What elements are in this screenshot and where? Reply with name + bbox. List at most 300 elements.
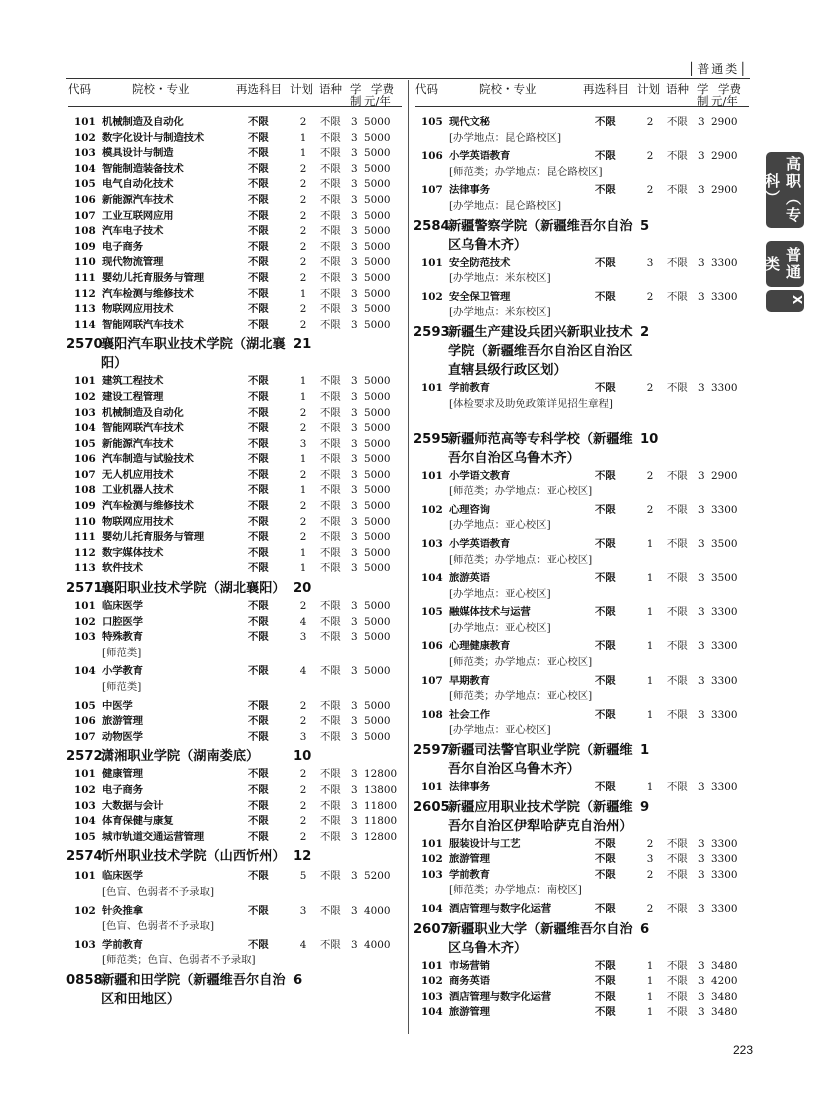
side-tab-x: X bbox=[766, 290, 804, 312]
school-plan-total: 10 bbox=[640, 431, 659, 447]
major-code: 103 bbox=[74, 147, 96, 160]
header-lang: 语种 bbox=[666, 82, 689, 96]
tuition-fee: 5000 bbox=[364, 468, 391, 481]
school-plan-total: 6 bbox=[293, 972, 303, 988]
tuition-fee: 5000 bbox=[364, 303, 391, 316]
tuition-fee: 5000 bbox=[364, 562, 391, 575]
subject-requirement: 不限 bbox=[595, 537, 616, 550]
language: 不限 bbox=[667, 990, 688, 1003]
school-heading bbox=[415, 920, 749, 958]
tuition-fee: 3300 bbox=[711, 256, 738, 269]
major-name: 数字化设计与制造技术 bbox=[102, 131, 204, 144]
major-note: [办学地点：米东校区] bbox=[449, 272, 551, 285]
major-name: 融媒体技术与运营 bbox=[449, 606, 531, 619]
major-row bbox=[415, 902, 749, 918]
plan-count: 1 bbox=[646, 975, 654, 988]
tuition-fee: 5200 bbox=[364, 870, 391, 883]
plan-count: 2 bbox=[646, 290, 654, 303]
years: 3 bbox=[698, 781, 705, 794]
years: 3 bbox=[351, 768, 358, 781]
subject-requirement: 不限 bbox=[248, 318, 269, 331]
language: 不限 bbox=[320, 406, 341, 419]
subject-requirement: 不限 bbox=[248, 271, 269, 284]
major-name: 模具设计与制造 bbox=[102, 147, 174, 160]
header-major: 院校・专业 bbox=[132, 82, 190, 96]
major-name: 无人机应用技术 bbox=[102, 468, 174, 481]
major-name: 汽车检测与维修技术 bbox=[102, 500, 194, 513]
major-row bbox=[68, 730, 402, 746]
major-row bbox=[68, 630, 402, 646]
tuition-fee: 5000 bbox=[364, 715, 391, 728]
plan-count: 3 bbox=[299, 437, 307, 450]
school-plan-total: 20 bbox=[293, 581, 312, 597]
subject-requirement: 不限 bbox=[248, 830, 269, 843]
language: 不限 bbox=[667, 469, 688, 482]
major-code: 110 bbox=[74, 515, 96, 528]
major-name: 电子商务 bbox=[102, 240, 143, 253]
major-name: 物联网应用技术 bbox=[102, 515, 174, 528]
subject-requirement: 不限 bbox=[248, 193, 269, 206]
language: 不限 bbox=[320, 730, 341, 743]
school-plan-total: 9 bbox=[640, 799, 650, 815]
major-name: 旅游管理 bbox=[102, 715, 143, 728]
major-row bbox=[68, 240, 402, 256]
years: 3 bbox=[351, 225, 358, 238]
side-tab-vocational: 高职（专科） bbox=[766, 152, 804, 228]
subject-requirement: 不限 bbox=[248, 209, 269, 222]
tuition-fee: 3500 bbox=[711, 537, 738, 550]
language: 不限 bbox=[320, 815, 341, 828]
language: 不限 bbox=[667, 959, 688, 972]
tuition-fee: 3300 bbox=[711, 781, 738, 794]
years: 3 bbox=[698, 674, 705, 687]
plan-count: 2 bbox=[299, 830, 307, 843]
major-row bbox=[68, 287, 402, 303]
years: 3 bbox=[698, 990, 705, 1003]
years: 3 bbox=[698, 903, 705, 915]
header-code: 代码 bbox=[68, 82, 91, 96]
language: 不限 bbox=[320, 783, 341, 796]
major-note: [师范类；色盲、色弱者不予录取] bbox=[102, 954, 256, 967]
major-name: 市场营销 bbox=[449, 959, 490, 972]
years: 3 bbox=[351, 116, 358, 128]
major-code: 101 bbox=[421, 381, 443, 394]
subject-requirement: 不限 bbox=[248, 665, 269, 678]
header-fee-unit: 元/年 bbox=[711, 94, 738, 108]
major-row bbox=[415, 708, 749, 724]
years: 3 bbox=[351, 531, 358, 544]
major-row bbox=[415, 1005, 749, 1021]
major-note: [师范类；办学地点：南校区] bbox=[449, 884, 582, 897]
school-heading bbox=[68, 335, 402, 373]
language: 不限 bbox=[320, 600, 341, 613]
major-name: 现代文秘 bbox=[449, 116, 490, 128]
language: 不限 bbox=[320, 240, 341, 253]
school-name: 新疆警察学院（新疆维吾尔自治区乌鲁木齐） bbox=[448, 218, 633, 253]
subject-requirement: 不限 bbox=[595, 503, 616, 516]
school-plan-total: 1 bbox=[640, 743, 650, 759]
major-name: 酒店管理与数字化运营 bbox=[449, 903, 551, 915]
years: 3 bbox=[351, 147, 358, 160]
major-name: 中医学 bbox=[102, 699, 133, 712]
plan-count: 2 bbox=[299, 783, 307, 796]
school-code: 2605 bbox=[413, 799, 450, 815]
years: 3 bbox=[351, 303, 358, 316]
subject-requirement: 不限 bbox=[595, 381, 616, 394]
major-code: 102 bbox=[74, 390, 96, 403]
major-code: 103 bbox=[421, 990, 443, 1003]
tuition-fee: 5000 bbox=[364, 209, 391, 222]
language: 不限 bbox=[667, 606, 688, 619]
major-code: 108 bbox=[421, 708, 443, 721]
plan-count: 1 bbox=[299, 147, 307, 160]
column-divider bbox=[408, 80, 409, 1034]
language: 不限 bbox=[667, 868, 688, 881]
plan-count: 2 bbox=[646, 503, 654, 516]
major-name: 建设工程管理 bbox=[102, 390, 164, 403]
major-code: 102 bbox=[421, 975, 443, 988]
subject-requirement: 不限 bbox=[248, 256, 269, 269]
years: 3 bbox=[698, 537, 705, 550]
years: 3 bbox=[351, 562, 358, 575]
major-code: 101 bbox=[421, 959, 443, 972]
tuition-fee: 5000 bbox=[364, 600, 391, 613]
major-row bbox=[415, 959, 749, 975]
school-plan-total: 5 bbox=[640, 218, 650, 234]
plan-count: 2 bbox=[299, 815, 307, 828]
major-code: 101 bbox=[421, 256, 443, 269]
tuition-fee: 5000 bbox=[364, 375, 391, 388]
language: 不限 bbox=[320, 209, 341, 222]
years: 3 bbox=[698, 184, 705, 197]
header-years: 学 bbox=[697, 82, 709, 96]
years: 3 bbox=[698, 959, 705, 972]
tuition-fee: 5000 bbox=[364, 406, 391, 419]
years: 3 bbox=[351, 938, 358, 951]
tuition-fee: 2900 bbox=[711, 150, 738, 163]
major-code: 108 bbox=[74, 484, 96, 497]
major-note: [办学地点：昆仑路校区] bbox=[449, 131, 562, 144]
language: 不限 bbox=[667, 640, 688, 653]
major-code: 102 bbox=[421, 853, 443, 866]
major-row bbox=[68, 452, 402, 468]
language: 不限 bbox=[320, 799, 341, 812]
subject-requirement: 不限 bbox=[248, 406, 269, 419]
header-fee: 学费 bbox=[371, 82, 394, 96]
years: 3 bbox=[351, 375, 358, 388]
major-note: [色盲、色弱者不予录取] bbox=[102, 885, 215, 898]
plan-count: 2 bbox=[299, 271, 307, 284]
school-code: 2584 bbox=[413, 218, 450, 234]
language: 不限 bbox=[320, 271, 341, 284]
plan-count: 1 bbox=[646, 990, 654, 1003]
major-code: 106 bbox=[74, 193, 96, 206]
major-row bbox=[68, 374, 402, 390]
plan-count: 2 bbox=[646, 116, 654, 128]
years: 3 bbox=[351, 178, 358, 191]
subject-requirement: 不限 bbox=[248, 600, 269, 613]
header-plan: 计划 bbox=[637, 82, 660, 96]
subject-requirement: 不限 bbox=[595, 708, 616, 721]
major-name: 学前教育 bbox=[449, 381, 490, 394]
major-row bbox=[415, 149, 749, 165]
subject-requirement: 不限 bbox=[595, 256, 616, 269]
school-name: 潇湘职业学院（湖南娄底） bbox=[101, 749, 260, 765]
tuition-fee: 5000 bbox=[364, 546, 391, 559]
major-name: 物联网应用技术 bbox=[102, 303, 174, 316]
language: 不限 bbox=[320, 938, 341, 951]
header-years: 学 bbox=[350, 82, 362, 96]
school-name: 新疆应用职业技术学院（新疆维吾尔自治区伊犁哈萨克自治州） bbox=[448, 799, 633, 834]
years: 3 bbox=[351, 699, 358, 712]
major-row bbox=[68, 869, 402, 885]
subject-requirement: 不限 bbox=[248, 116, 269, 128]
tuition-fee: 5000 bbox=[364, 131, 391, 144]
school-name: 新疆师范高等专科学校（新疆维吾尔自治区乌鲁木齐） bbox=[448, 431, 633, 466]
language: 不限 bbox=[667, 1006, 688, 1019]
tuition-fee: 4000 bbox=[364, 904, 391, 917]
school-code: 2570 bbox=[66, 337, 103, 353]
school-code: 2574 bbox=[66, 849, 103, 865]
major-row bbox=[68, 177, 402, 193]
tuition-fee: 5000 bbox=[364, 453, 391, 466]
major-name: 汽车制造与试验技术 bbox=[102, 453, 194, 466]
years: 3 bbox=[351, 830, 358, 843]
major-code: 103 bbox=[74, 406, 96, 419]
tuition-fee: 11800 bbox=[364, 815, 398, 828]
tuition-fee: 5000 bbox=[364, 271, 391, 284]
major-name: 临床医学 bbox=[102, 600, 143, 613]
school-name: 新疆职业大学（新疆维吾尔自治区乌鲁木齐） bbox=[448, 921, 633, 956]
years: 3 bbox=[351, 406, 358, 419]
plan-count: 2 bbox=[299, 209, 307, 222]
header-fee: 学费 bbox=[718, 82, 741, 96]
major-row bbox=[68, 530, 402, 546]
tuition-fee: 5000 bbox=[364, 390, 391, 403]
major-row bbox=[415, 537, 749, 553]
major-row bbox=[68, 799, 402, 815]
years: 3 bbox=[351, 515, 358, 528]
tuition-fee: 5000 bbox=[364, 422, 391, 435]
major-row bbox=[68, 302, 402, 318]
tuition-fee: 5000 bbox=[364, 225, 391, 238]
language: 不限 bbox=[320, 193, 341, 206]
plan-count: 2 bbox=[646, 184, 654, 197]
language: 不限 bbox=[667, 503, 688, 516]
major-code: 113 bbox=[74, 562, 96, 575]
header-req: 再选科目 bbox=[236, 82, 282, 96]
years: 3 bbox=[351, 870, 358, 883]
major-row bbox=[415, 780, 749, 796]
years: 3 bbox=[351, 390, 358, 403]
years: 3 bbox=[698, 381, 705, 394]
major-row bbox=[68, 699, 402, 715]
tuition-fee: 3300 bbox=[711, 503, 738, 516]
years: 3 bbox=[351, 715, 358, 728]
major-code: 106 bbox=[421, 640, 443, 653]
subject-requirement: 不限 bbox=[248, 730, 269, 743]
subject-requirement: 不限 bbox=[248, 390, 269, 403]
plan-count: 2 bbox=[299, 699, 307, 712]
plan-count: 2 bbox=[646, 837, 654, 850]
years: 3 bbox=[351, 799, 358, 812]
major-code: 101 bbox=[421, 781, 443, 794]
major-name: 口腔医学 bbox=[102, 615, 143, 628]
school-code: 2607 bbox=[413, 921, 450, 937]
plan-count: 2 bbox=[299, 531, 307, 544]
major-row bbox=[415, 674, 749, 690]
years: 3 bbox=[351, 193, 358, 206]
language: 不限 bbox=[667, 903, 688, 915]
tuition-fee: 3480 bbox=[711, 1006, 738, 1019]
major-row bbox=[415, 990, 749, 1006]
plan-count: 1 bbox=[299, 484, 307, 497]
major-row bbox=[68, 224, 402, 240]
header-major: 院校・专业 bbox=[479, 82, 537, 96]
years: 3 bbox=[351, 904, 358, 917]
subject-requirement: 不限 bbox=[248, 375, 269, 388]
years: 3 bbox=[698, 116, 705, 128]
major-name: 旅游管理 bbox=[449, 1006, 490, 1019]
major-code: 101 bbox=[74, 116, 96, 128]
subject-requirement: 不限 bbox=[595, 640, 616, 653]
major-code: 104 bbox=[74, 665, 96, 678]
school-heading bbox=[415, 798, 749, 836]
language: 不限 bbox=[320, 422, 341, 435]
major-name: 城市轨道交通运营管理 bbox=[102, 830, 204, 843]
years: 3 bbox=[351, 240, 358, 253]
major-code: 107 bbox=[421, 184, 443, 197]
tuition-fee: 12800 bbox=[364, 830, 398, 843]
major-name: 针灸推拿 bbox=[102, 904, 143, 917]
subject-requirement: 不限 bbox=[248, 484, 269, 497]
language: 不限 bbox=[667, 290, 688, 303]
language: 不限 bbox=[320, 375, 341, 388]
major-name: 智能制造装备技术 bbox=[102, 162, 184, 175]
plan-count: 2 bbox=[299, 116, 307, 128]
school-code: 2593 bbox=[413, 324, 450, 340]
plan-count: 2 bbox=[646, 150, 654, 163]
school-name: 襄阳职业技术学院（湖北襄阳） bbox=[101, 581, 286, 597]
language: 不限 bbox=[667, 674, 688, 687]
tuition-fee: 3500 bbox=[711, 572, 738, 585]
major-name: 小学英语教育 bbox=[449, 537, 511, 550]
years: 3 bbox=[351, 209, 358, 222]
subject-requirement: 不限 bbox=[595, 469, 616, 482]
language: 不限 bbox=[320, 484, 341, 497]
subject-requirement: 不限 bbox=[248, 147, 269, 160]
school-heading bbox=[415, 323, 749, 380]
plan-count: 2 bbox=[299, 303, 307, 316]
major-note: [师范类；办学地点：亚心校区] bbox=[449, 656, 593, 669]
major-note: [办学地点：米东校区] bbox=[449, 306, 551, 319]
years: 3 bbox=[351, 271, 358, 284]
tuition-fee: 3300 bbox=[711, 674, 738, 687]
major-row bbox=[415, 639, 749, 655]
years: 3 bbox=[351, 422, 358, 435]
years: 3 bbox=[698, 290, 705, 303]
subject-requirement: 不限 bbox=[595, 150, 616, 163]
school-plan-total: 6 bbox=[640, 921, 650, 937]
major-row bbox=[68, 421, 402, 437]
subject-requirement: 不限 bbox=[248, 715, 269, 728]
major-note: [师范类] bbox=[102, 646, 142, 659]
major-note: [办学地点：亚心校区] bbox=[449, 621, 551, 634]
plan-count: 2 bbox=[299, 799, 307, 812]
category-label: │普通类│ bbox=[688, 62, 749, 76]
major-code: 110 bbox=[74, 256, 96, 269]
major-code: 101 bbox=[74, 375, 96, 388]
school-plan-total: 21 bbox=[293, 337, 312, 353]
subject-requirement: 不限 bbox=[248, 453, 269, 466]
plan-count: 2 bbox=[299, 162, 307, 175]
major-name: 旅游管理 bbox=[449, 853, 490, 866]
major-code: 104 bbox=[421, 572, 443, 585]
major-code: 113 bbox=[74, 303, 96, 316]
major-row bbox=[68, 406, 402, 422]
school-heading bbox=[415, 741, 749, 779]
tuition-fee: 5000 bbox=[364, 484, 391, 497]
subject-requirement: 不限 bbox=[248, 468, 269, 481]
major-code: 111 bbox=[74, 271, 96, 284]
header-rule bbox=[415, 106, 749, 107]
years: 3 bbox=[351, 815, 358, 828]
subject-requirement: 不限 bbox=[248, 783, 269, 796]
subject-requirement: 不限 bbox=[248, 938, 269, 951]
plan-count: 2 bbox=[299, 768, 307, 781]
tuition-fee: 5000 bbox=[364, 256, 391, 269]
plan-count: 2 bbox=[299, 193, 307, 206]
language: 不限 bbox=[667, 572, 688, 585]
language: 不限 bbox=[667, 853, 688, 866]
language: 不限 bbox=[320, 715, 341, 728]
header-rule bbox=[68, 106, 402, 107]
language: 不限 bbox=[667, 150, 688, 163]
major-row bbox=[68, 938, 402, 954]
major-note: [办学地点：亚心校区] bbox=[449, 587, 551, 600]
tuition-fee: 3300 bbox=[711, 290, 738, 303]
years: 3 bbox=[698, 503, 705, 516]
school-name: 新疆生产建设兵团兴新职业技术学院（新疆维吾尔自治区自治区直辖县级行政区划） bbox=[448, 324, 633, 378]
major-code: 101 bbox=[421, 469, 443, 482]
school-plan-total: 10 bbox=[293, 749, 312, 765]
language: 不限 bbox=[320, 515, 341, 528]
major-name: 小学语文教育 bbox=[449, 469, 511, 482]
plan-count: 1 bbox=[646, 572, 654, 585]
plan-count: 2 bbox=[299, 422, 307, 435]
major-row bbox=[415, 605, 749, 621]
years: 3 bbox=[351, 437, 358, 450]
years: 3 bbox=[698, 708, 705, 721]
major-name: 新能源汽车技术 bbox=[102, 437, 174, 450]
school-heading bbox=[68, 847, 402, 866]
school-name: 新疆和田学院（新疆维吾尔自治区和田地区） bbox=[101, 972, 286, 1007]
major-name: 旅游英语 bbox=[449, 572, 490, 585]
major-code: 106 bbox=[74, 715, 96, 728]
years: 3 bbox=[351, 615, 358, 628]
major-name: 健康管理 bbox=[102, 768, 143, 781]
school-code: 2571 bbox=[66, 581, 103, 597]
major-row bbox=[68, 615, 402, 631]
subject-requirement: 不限 bbox=[248, 225, 269, 238]
major-row bbox=[68, 830, 402, 846]
school-heading bbox=[68, 971, 402, 1009]
school-heading bbox=[68, 747, 402, 766]
plan-count: 1 bbox=[299, 546, 307, 559]
years: 3 bbox=[351, 256, 358, 269]
language: 不限 bbox=[320, 665, 341, 678]
page-number: 223 bbox=[733, 1043, 754, 1057]
